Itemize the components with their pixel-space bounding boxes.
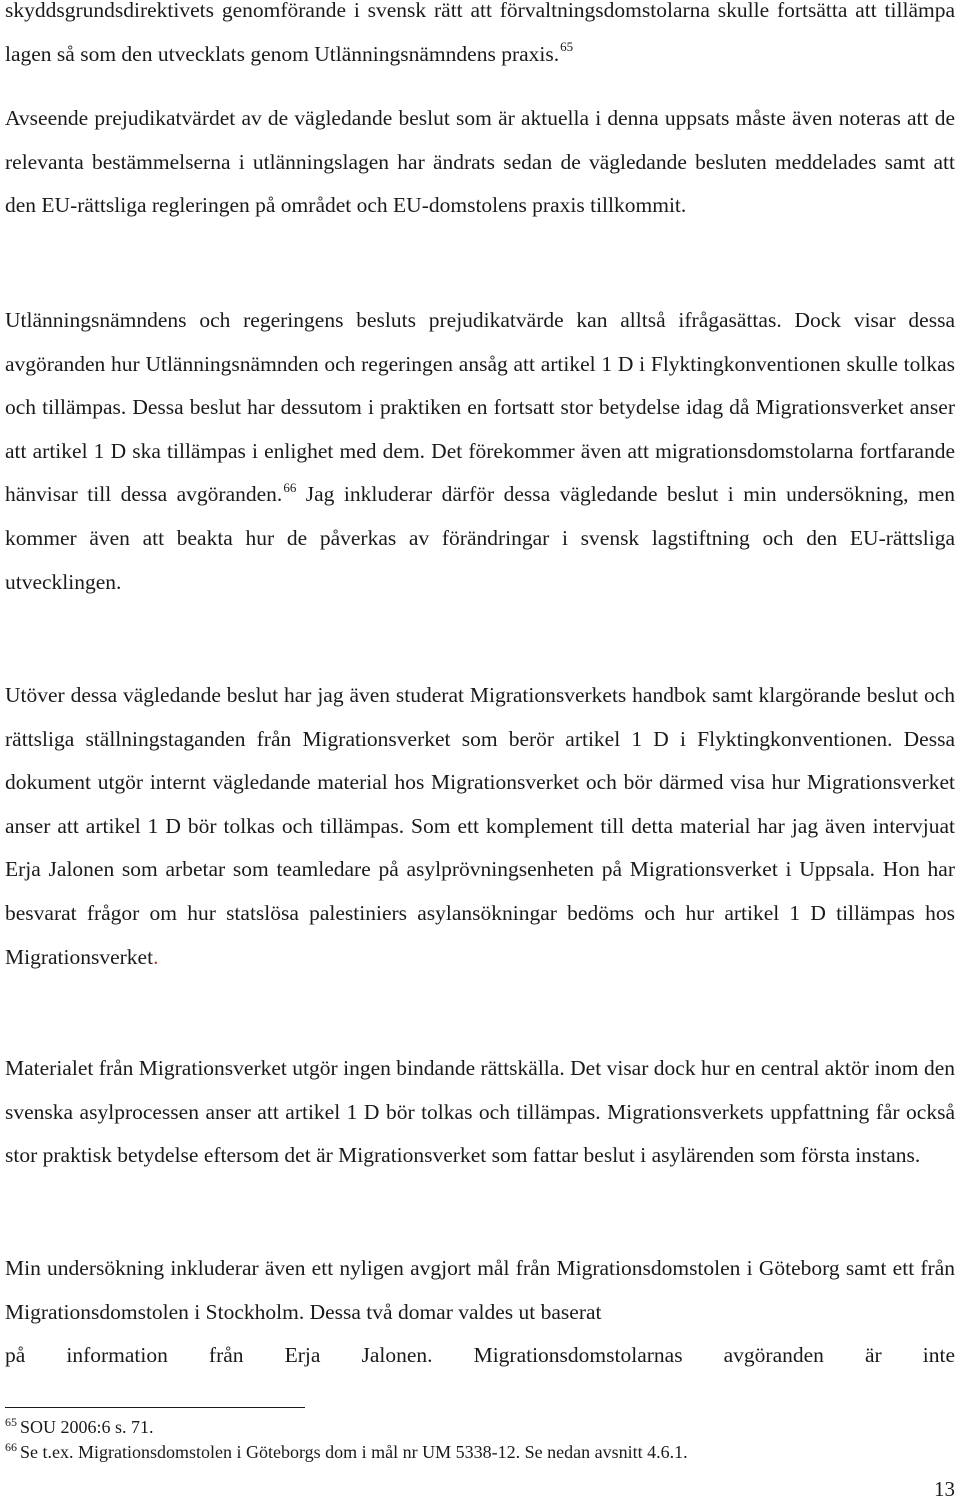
paragraph-precedent-value (5, 97, 955, 228)
paragraph-text: skyddsgrundsdirektivets genomförande i svensk rätt att förvaltningsdomstolarna skulle fortsätta att tillämpa lagen så som den utvecklats genom Utlänningsnämndens praxis. (5, 0, 955, 66)
footnote-65 (5, 1415, 945, 1440)
paragraph-text: Min undersökning inkluderar även ett nyligen avgjort mål från Migrationsdomstolen i Göteborg samt ett från Migrationsdomstolen i Stockholm. Dessa två domar valdes ut baserat (5, 1256, 955, 1324)
footnote-66 (5, 1440, 945, 1465)
paragraph-text: Avseende prejudikatvärdet av de vägledande beslut som är aktuella i denna uppsats måste även noteras att de relevanta bestämmelserna i utlänningslagen har ändrats sedan de vägledande besluten meddelades samt att den EU-rättsliga regleringen på området och EU-domstolens praxis tillkommit. (5, 106, 955, 218)
footnote-number: 65 (5, 1415, 17, 1430)
footnote-reference-65[interactable]: 65 (560, 38, 574, 54)
paragraph-text: Materialet från Migrationsverket utgör ingen bindande rättskälla. Det visar dock hur en central aktör inom den svenska asylprocessen anser att artikel 1 D bör tolkas och tillämpas. Migrationsverkets uppfattning får också stor praktisk betydelse eftersom det är Migrationsverket som fattar beslut i asylärenden som första instans. (5, 1056, 955, 1168)
footnote-separator (5, 1407, 305, 1408)
footnote-reference-66[interactable]: 66 (283, 479, 297, 495)
page-number: 13 (934, 1477, 955, 1501)
paragraph-continued (5, 0, 955, 76)
paragraph-text: Utlänningsnämndens och regeringens besluts prejudikatvärde kan alltså ifrågasättas. Dock visar dessa avgöranden hur Utlänningsnämnden och regeringen ansåg att artikel 1 D i Flyktingkonventionen skulle tolkas och tillämpas. Dessa beslut har dessutom i praktiken en fortsatt stor betydelse idag då Migrationsverket anser att artikel 1 D ska tillämpas i enlighet med dem. Det förekommer även att migrationsdomstolarna fortfarande hänvisar till dessa avgöranden. (5, 308, 955, 507)
footnotes (5, 1415, 945, 1465)
footnote-text: SOU 2006:6 s. 71. (20, 1417, 154, 1437)
paragraph-end-mark: . (153, 944, 159, 969)
paragraph-questioned-value (5, 299, 955, 604)
paragraph-migration-agency-material (5, 674, 955, 979)
paragraph-text: Utöver dessa vägledande beslut har jag även studerat Migrationsverkets handbok samt klargörande beslut och rättsliga ställningstaganden från Migrationsverket som berör artikel 1 D i Flyktingkonventionen. Dessa dokument utgör internt vägledande material hos Migrationsverket och bör därmed visa hur Migrationsverket anser att artikel 1 D bör tolkas och tillämpas. Som ett komplement till detta material har jag även intervjuat Erja Jalonen som arbetar som teamledare på asylprövningsenheten på Migrationsverket i Uppsala. Hon har besvarat frågor om hur statslösa palestiniers asylansökningar bedöms och hur artikel 1 D tillämpas hos Migrationsverket (5, 683, 955, 969)
paragraph-last-line: på information från Erja Jalonen. Migrationsdomstolarnas avgöranden är inte (5, 1343, 955, 1368)
paragraph-court-cases (5, 1247, 955, 1378)
paragraph-non-binding-source (5, 1047, 955, 1178)
paragraph-text: Jag inkluderar därför dessa vägledande beslut i min undersökning, men kommer även att beakta hur de påverkas av förändringar i svensk lagstiftning och den EU-rättsliga utvecklingen. (5, 482, 955, 594)
footnote-number: 66 (5, 1440, 17, 1455)
footnote-text: Se t.ex. Migrationsdomstolen i Göteborgs dom i mål nr UM 5338-12. Se nedan avsnitt 4.6.1. (20, 1442, 688, 1462)
